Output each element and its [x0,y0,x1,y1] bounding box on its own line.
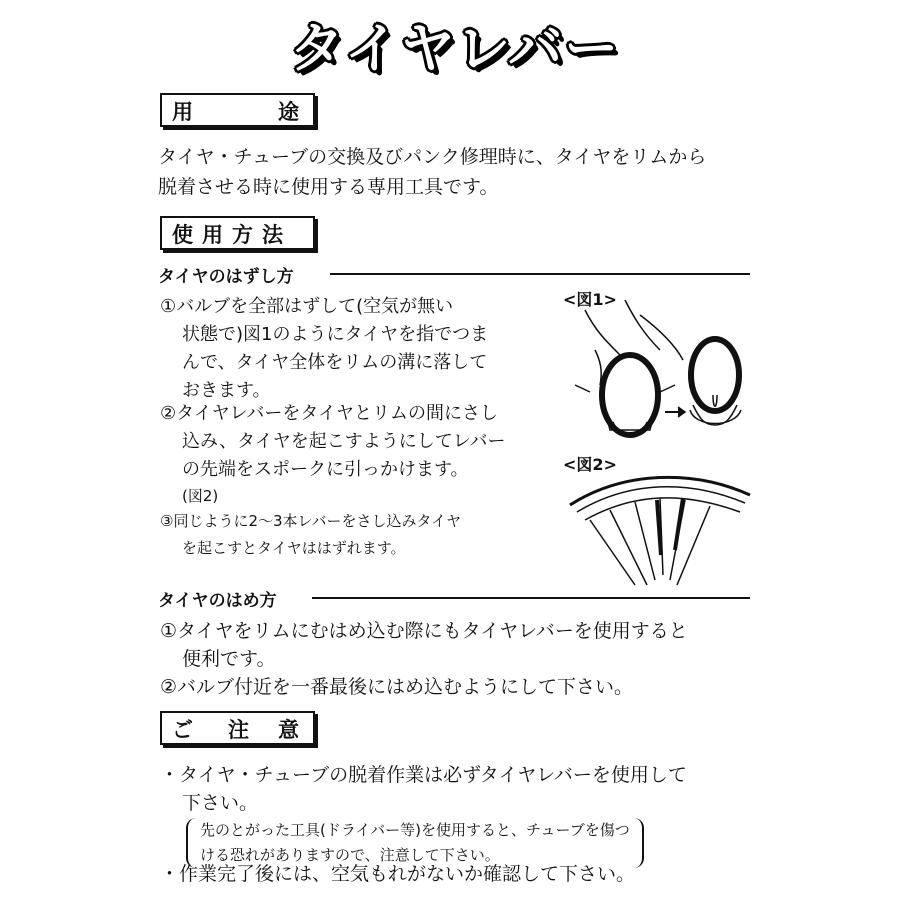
text-line: ①タイヤをリムにむはめ込む際にもタイヤレバーを使用すると [160,620,688,642]
heading-char: 意 [278,718,303,742]
usage-line-2: 脱着させる時に使用する専用工具です。 [158,176,499,198]
section-heading-caution [160,711,315,745]
removal-step-1 [160,293,488,405]
text-line: 下さい。 [182,792,259,814]
caution-bullet-1 [160,761,687,817]
text-line: ②タイヤレバーをタイヤとリムの間にさし [160,403,498,424]
install-step-2: ②バルブ付近を一番最後にはめ込むようにして下さい。 [160,676,634,698]
page-title: タイヤレバー [289,17,621,80]
figure-2-label: <図2> [563,455,617,474]
divider [312,597,750,599]
text-line: ・タイヤ・チューブの脱着作業は必ずタイヤレバーを使用して [160,764,687,786]
text-line: 便利です。 [182,648,276,670]
install-step-1 [160,617,688,673]
text-line: ける恐れがありますので、注意して下さい。 [200,846,500,864]
section-heading-method: 使用方法 [160,216,315,250]
text-line: (図2) [182,487,219,505]
removal-step-3 [160,508,461,562]
text-line: 先のとがった工具(ドライバー等)を使用すると、チューブを傷つ [200,821,630,839]
figure-1-illustration [565,300,755,450]
text-line: ①バルブを全部はずして(空気が無い [160,296,454,317]
figure-2-illustration [565,470,755,590]
heading-char: 途 [278,100,303,124]
figure-1-label: <図1> [563,290,617,309]
caution-bullet-2: ・作業完了後には、空気もれがないか確認して下さい。 [160,863,636,885]
text-line: を起こすとタイヤははずれます。 [182,539,406,557]
text-line: 状態で)図1のようにタイヤを指でつま [182,324,489,345]
text-line: 込み、タイヤを起こすようにしてレバー [182,431,506,452]
text-line: おきます。 [182,380,271,401]
subheading-removal: タイヤのはずし方 [158,267,294,287]
removal-step-2 [160,400,505,509]
text-line: んで、タイヤ全体をリムの溝に落して [182,352,488,373]
subheading-install: タイヤのはめ方 [158,591,277,611]
divider [330,273,750,275]
text-line: の先端をスポークに引っかけます。 [182,459,469,480]
usage-line-1: タイヤ・チューブの交換及びパンク修理時に、タイヤをリムから [158,146,707,168]
heading-char: 注 [228,718,253,742]
section-heading-usage [160,93,315,127]
text-line: ③同じように2〜3本レバーをさし込みタイヤ [160,512,462,530]
heading-char: ご [172,718,197,742]
heading-char: 用 [172,100,197,124]
